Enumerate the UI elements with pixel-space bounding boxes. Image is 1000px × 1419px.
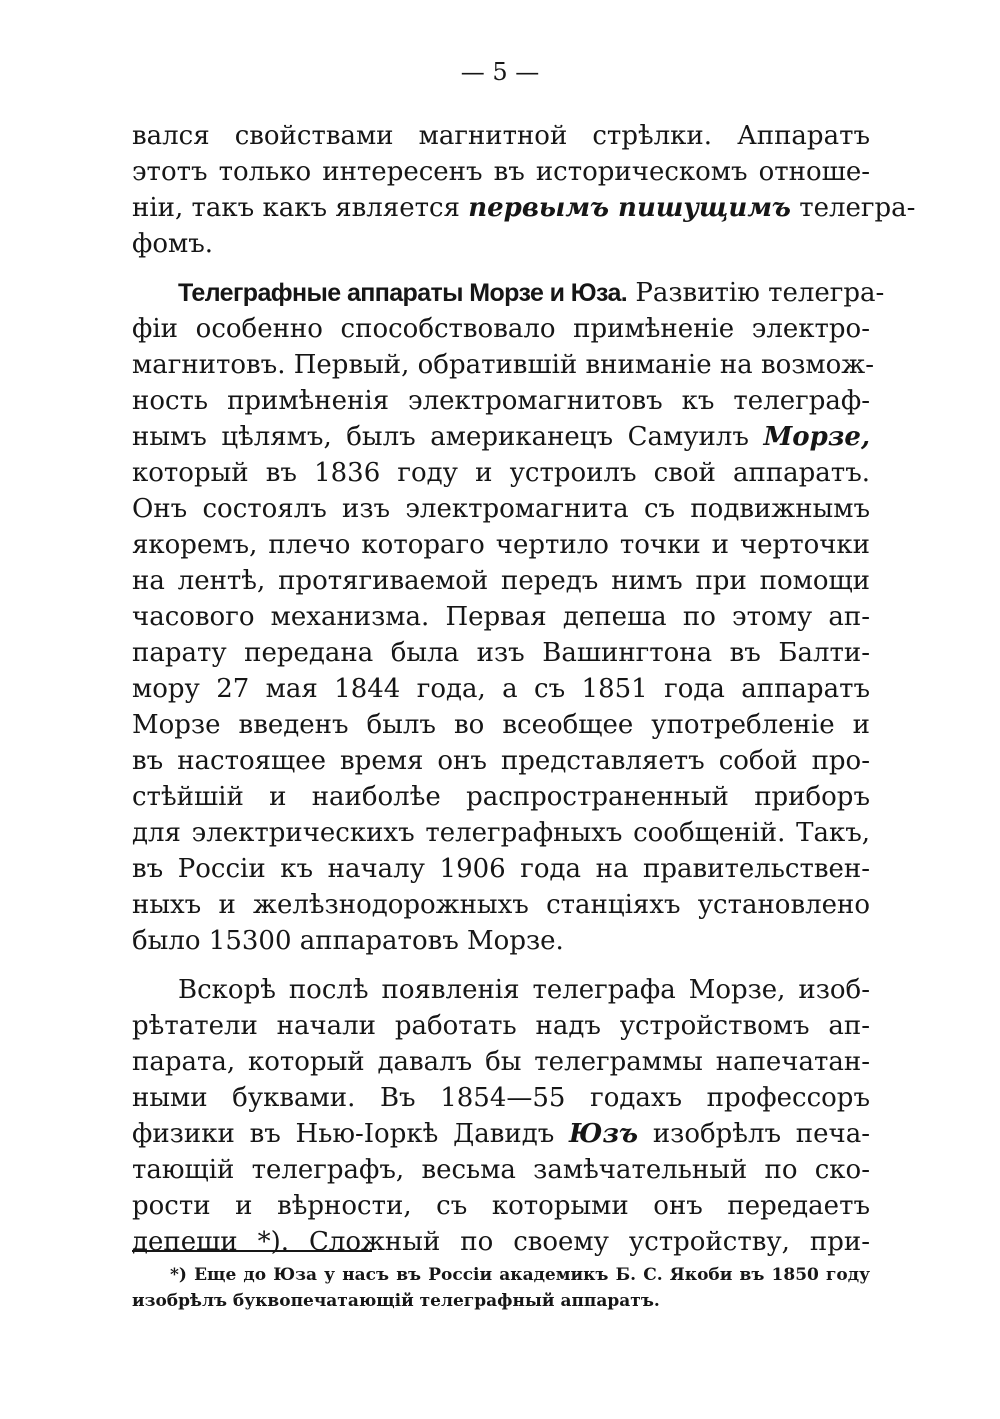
paragraph-3 [132, 972, 870, 1260]
text-line: Онъ состоялъ изъ электромагнита съ подвижнымъ [132, 494, 870, 524]
body-text [132, 118, 916, 1273]
text-span: нiи, такъ какъ является [132, 193, 460, 223]
text-line: стѣйшiй и наиболѣе распространенный приборъ [132, 782, 870, 812]
emphasis-text: Юзъ [569, 1119, 639, 1149]
text-span: телегра- [799, 193, 916, 223]
text-line [132, 275, 885, 311]
text-line: тающiй телеграфъ, весьма замѣчательный по ско- [132, 1155, 870, 1185]
text-line: фомъ. [132, 229, 214, 259]
text-line: Морзе введенъ былъ во всеобщее употребленiе и [132, 710, 870, 740]
page-number: — 5 — [460, 58, 540, 86]
text-line: этотъ только интересенъ въ историческомъ отноше- [132, 157, 870, 187]
text-line: часового механизма. Первая депеша по этому ап- [132, 602, 870, 632]
text-line: магнитовъ. Первый, обратившiй вниманiе на возмож- [132, 350, 874, 380]
paragraph-1 [132, 118, 916, 262]
footnote-line: *) Еще до Юза у насъ въ Россiи академикъ Б. С. Якоби въ 1850 году [170, 1265, 870, 1285]
text-line: въ Россiи къ началу 1906 года на правительствен- [132, 854, 870, 884]
text-line [132, 419, 870, 455]
text-line: фiи особенно способствовало примѣненiе электро- [132, 314, 870, 344]
text-line: рости и вѣрности, съ которыми онъ передаетъ [132, 1191, 870, 1221]
text-line: рѣтатели начали работать надъ устройствомъ ап- [132, 1011, 870, 1041]
text-span: изобрѣлъ печа- [652, 1119, 870, 1149]
footnote-divider [132, 1250, 372, 1252]
text-line [132, 190, 916, 226]
text-line: Вскорѣ послѣ появленiя телеграфа Морзе, изоб- [178, 975, 870, 1005]
text-line: для электрическихъ телеграфныхъ сообщенiй. Такъ, [132, 818, 870, 848]
text-line: парата, который давалъ бы телеграммы напечатан- [132, 1047, 870, 1077]
text-line: ность примѣненiя электромагнитовъ къ телеграф- [132, 386, 870, 416]
text-span: Развитiю телегра- [635, 278, 885, 308]
text-line: мору 27 мая 1844 года, а съ 1851 года аппаратъ [132, 674, 870, 704]
footnote [132, 1262, 870, 1314]
text-line: въ настоящее время онъ представляетъ собой про- [132, 746, 870, 776]
text-line: депеши *). Сложный по своему устройству, при- [132, 1227, 870, 1257]
text-span: физики въ Нью-Iоркѣ Давидъ [132, 1119, 555, 1149]
footnote-line: изобрѣлъ буквопечатающiй телеграфный аппаратъ. [132, 1291, 660, 1311]
text-line: на лентѣ, протягиваемой передъ нимъ при помощи [132, 566, 870, 596]
text-line: вался свойствами магнитной стрѣлки. Аппаратъ [132, 121, 870, 151]
text-line: который въ 1836 году и устроилъ свой аппаратъ. [132, 458, 870, 488]
text-line: было 15300 аппаратовъ Морзе. [132, 926, 564, 956]
emphasis-text: Морзе, [763, 422, 871, 452]
text-line: парату передана была изъ Вашингтона въ Балти- [132, 638, 870, 668]
text-line [132, 1116, 870, 1152]
text-span: нымъ цѣлямъ, былъ американецъ Самуилъ [132, 422, 749, 452]
paragraph-2 [132, 275, 885, 959]
section-heading: Телеграфные аппараты Морзе и Юза. [178, 279, 628, 307]
text-line: ныхъ и желѣзнодорожныхъ станцiяхъ установлено [132, 890, 870, 920]
text-line: якоремъ, плечо котораго чертило точки и черточки [132, 530, 870, 560]
emphasis-text: первымъ пишущимъ [468, 193, 791, 223]
text-line: ными буквами. Въ 1854—55 годахъ профессоръ [132, 1083, 870, 1113]
